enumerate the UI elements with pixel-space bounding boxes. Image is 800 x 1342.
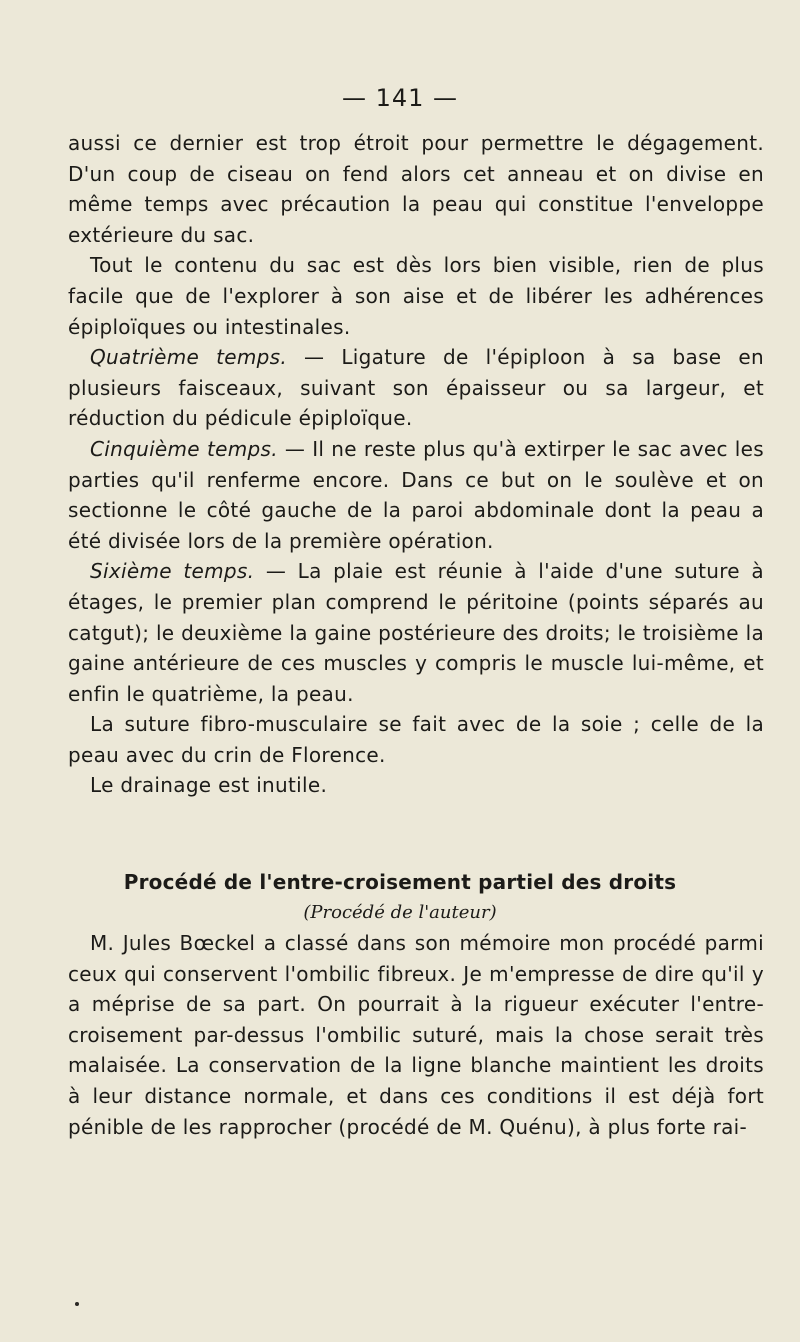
paragraph-text: La suture fibro-musculaire se fait avec de la soie ; celle de la peau avec du crin de Florence. [68, 712, 764, 767]
section-subtitle: (Procédé de l'auteur) [303, 902, 497, 923]
paragraph-lead: Sixième temps. [90, 559, 255, 584]
paragraph [68, 342, 764, 434]
paragraph [68, 250, 764, 342]
page-number: — 141 — [341, 84, 459, 112]
paragraph [68, 928, 764, 1142]
paragraph-text: — La plaie est réunie à l'aide d'une suture à étages, le premier plan comprend le péritoine (points séparés au catgut); le deuxième la gaine postérieure des droits; le troisième la gaine antérieure de ces muscles y compris le muscle lui-même, et enfin le quatrième, la peau. [68, 559, 764, 706]
body-text-top [68, 128, 764, 801]
paragraph [68, 128, 764, 250]
paragraph-text: Le drainage est inutile. [90, 773, 328, 798]
paragraph-text: — Il ne reste plus qu'à extirper le sac avec les parties qu'il renferme encore. Dans ce but on le soulève et on sectionne le côté gauche de la paroi abdominale dont la peau a été divisée lors de la première opération. [68, 436, 764, 553]
paragraph-lead: Quatrième temps. [90, 345, 288, 370]
body-text-bottom [68, 928, 764, 1142]
paragraph [68, 434, 764, 556]
paragraph [68, 556, 764, 709]
paragraph-text: M. Jules Bœckel a classé dans son mémoire mon procédé parmi ceux qui conservent l'ombilic fibreux. Je m'empresse de dire qu'il y a méprise de sa part. On pourrait à la rigueur exécuter l'entre-croisement par-dessus l'ombilic suturé, mais la chose serait très malaisée. La conservation de la ligne blanche maintient les droits à leur distance normale, et dans ces conditions il est déjà fort pénible de les rapprocher (procédé de M. Quénu), à plus forte rai- [68, 931, 764, 1139]
paragraph-text: Tout le contenu du sac est dès lors bien visible, rien de plus facile que de l'explorer à son aise et de libérer les adhérences épiploïques ou intestinales. [68, 253, 764, 339]
section-title: Procédé de l'entre-croisement partiel des droits [123, 870, 677, 894]
paragraph-lead: Cinquième temps. [90, 436, 278, 461]
paragraph-text: — Ligature de l'épiploon à sa base en plusieurs faisceaux, suivant son épaisseur ou sa largeur, et réduction du pédicule épiploïque. [68, 345, 764, 431]
paragraph [68, 770, 764, 801]
ink-dot [75, 1302, 79, 1306]
paragraph [68, 709, 764, 770]
paragraph-text: aussi ce dernier est trop étroit pour permettre le dégagement. D'un coup de ciseau on fend alors cet anneau et on divise en même temps avec précaution la peau qui constitue l'enveloppe extérieure du sac. [68, 131, 764, 247]
